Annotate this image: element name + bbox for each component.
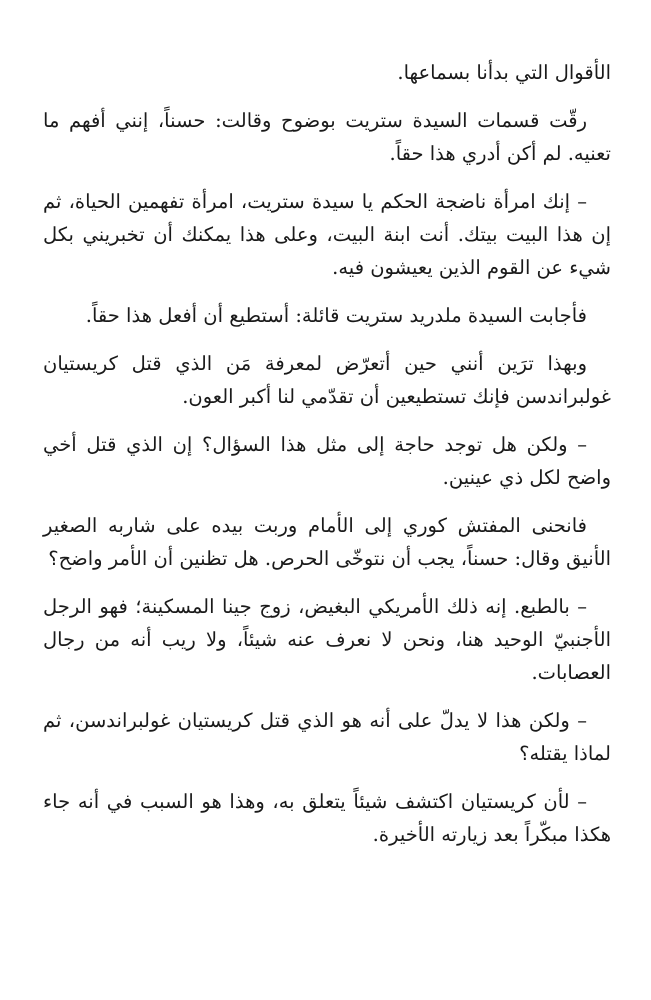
paragraph-10: – لأن كريستيان اكتشف شيئاً يتعلق به، وهذا هو السبب في أنه جاء هكذا مبكّراً بعد زيارته الأخيرة. [43, 790, 611, 846]
paragraph-4: فأجابت السيدة ملدريد ستريت قائلة: أستطيع أن أفعل هذا حقاً. [85, 304, 587, 327]
paragraph-5: وبهذا ترَين أنني حين أتعرّض لمعرفة مَن الذي قتل كريستيان غولبراندسن فإنك تستطيعين أن تقدّمي لنا أكبر العون. [43, 352, 611, 408]
paragraph-3: – إنك امرأة ناضجة الحكم يا سيدة ستريت، امرأة تفهمين الحياة، ثم إن هذا البيت بيتك. أنت ابنة البيت، وعلى هذا يمكنك أن تخبريني بكل شيء عن القوم الذين يعيشون فيه. [43, 190, 611, 279]
paragraph-7: فانحنى المفتش كوري إلى الأمام وربت بيده على شاربه الصغير الأنيق وقال: حسناً، يجب أن نتوخّى الحرص. هل تظنين أن الأمر واضح؟ [43, 514, 611, 570]
paragraph-6: – ولكن هل توجد حاجة إلى مثل هذا السؤال؟ إن الذي قتل أخي واضح لكل ذي عينين. [43, 433, 611, 489]
paragraph-9: – ولكن هذا لا يدلّ على أنه هو الذي قتل كريستيان غولبراندسن، ثم لماذا يقتله؟ [43, 709, 611, 765]
paragraph-8: – بالطبع. إنه ذلك الأمريكي البغيض، زوج جينا المسكينة؛ فهو الرجل الأجنبيّ الوحيد هنا، ونحن لا نعرف عنه شيئاً، ولا ريب أنه من رجال العصابات. [43, 595, 611, 684]
book-page-body [43, 56, 611, 866]
paragraph-1: الأقوال التي بدأنا بسماعها. [397, 61, 611, 84]
paragraph-2: رقّت قسمات السيدة ستريت بوضوح وقالت: حسناً، إنني أفهم ما تعنيه. لم أكن أدري هذا حقاً. [43, 109, 611, 165]
